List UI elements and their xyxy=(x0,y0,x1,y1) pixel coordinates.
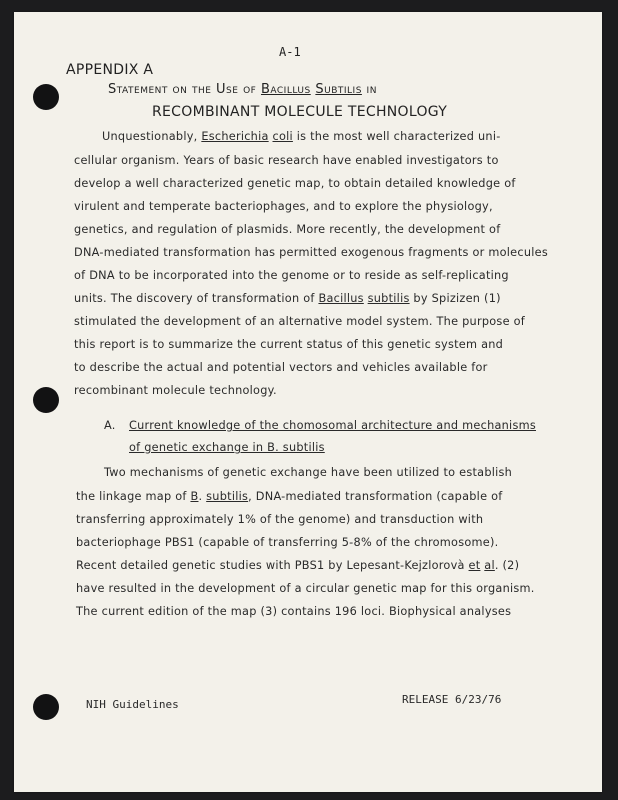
section-heading-line-2: of genetic exchange in B. subtilis xyxy=(129,441,325,454)
text-line: genetics, and regulation of plasmids. More recently, the development of xyxy=(74,223,501,236)
text-line: recombinant molecule technology. xyxy=(74,384,277,397)
document-page xyxy=(14,12,602,792)
text-line: virulent and temperate bacteriophages, and to explore the physiology, xyxy=(74,200,493,213)
text-line: Two mechanisms of genetic exchange have been utilized to establish xyxy=(104,466,513,479)
text-line: DNA-mediated transformation has permitted exogenous fragments or molecules xyxy=(74,246,548,259)
section-heading-line-1: Current knowledge of the chomosomal architecture and mechanisms xyxy=(129,419,536,432)
text-line: develop a well characterized genetic map, to obtain detailed knowledge of xyxy=(74,177,516,190)
text-line: stimulated the development of an alternative model system. The purpose of xyxy=(74,315,525,328)
text-line: Recent detailed genetic studies with PBS1 by Lepesant-Kejzlorovà et al. (2) xyxy=(76,559,520,572)
binder-hole xyxy=(33,84,59,110)
text-line: The current edition of the map (3) contains 196 loci. Biophysical analyses xyxy=(76,605,512,618)
text-line: have resulted in the development of a circular genetic map for this organism. xyxy=(76,582,535,595)
text-line: cellular organism. Years of basic research have enabled investigators to xyxy=(74,154,499,167)
text-line: units. The discovery of transformation of Bacillus subtilis by Spizizen (1) xyxy=(74,292,501,305)
binder-hole xyxy=(33,694,59,720)
binder-hole xyxy=(33,387,59,413)
appendix-label: APPENDIX A xyxy=(66,62,154,78)
text-line: of DNA to be incorporated into the genome or to reside as self-replicating xyxy=(74,269,509,282)
text-line: transferring approximately 1% of the genome) and transduction with xyxy=(76,513,484,526)
section-marker: A. xyxy=(104,419,116,432)
text-line: this report is to summarize the current status of this genetic system and xyxy=(74,338,504,351)
title-line-1: Statement on the Use of Bacillus Subtilis in xyxy=(108,82,377,97)
text-line: Unquestionably, Escherichia coli is the most well characterized uni- xyxy=(102,130,501,143)
text-line: bacteriophage PBS1 (capable of transferring 5-8% of the chromosome). xyxy=(76,536,499,549)
text-line: the linkage map of B. subtilis, DNA-mediated transformation (capable of xyxy=(76,490,503,503)
footer-left: NIH Guidelines xyxy=(86,698,179,711)
footer-right: RELEASE 6/23/76 xyxy=(402,693,502,706)
title-line-2: RECOMBINANT MOLECULE TECHNOLOGY xyxy=(152,104,448,120)
text-line: to describe the actual and potential vectors and vehicles available for xyxy=(74,361,488,374)
page-number: A-1 xyxy=(279,45,301,59)
